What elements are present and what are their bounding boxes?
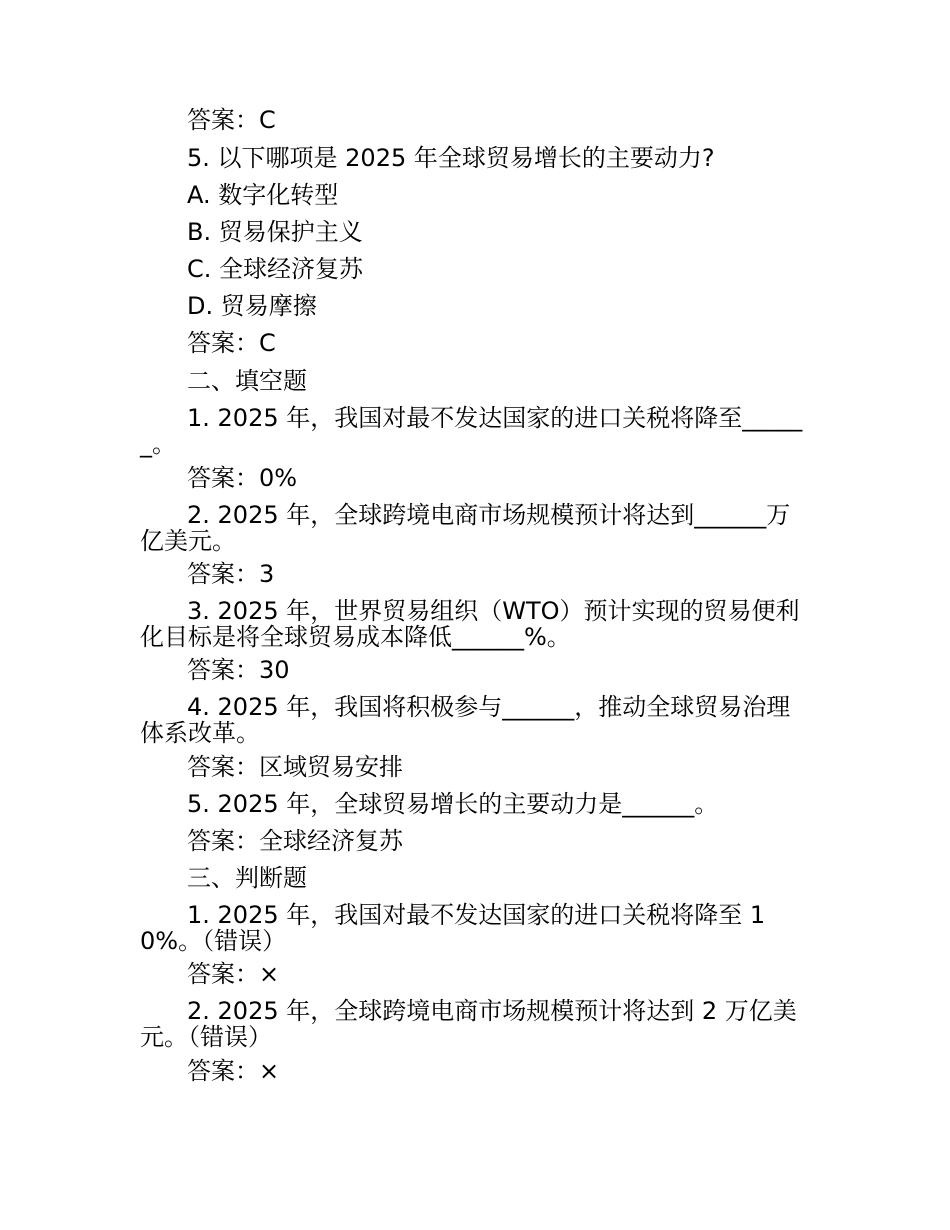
answer-line: 答案：× [187,960,280,988]
question-paragraph: 2. 2025 年，全球跨境电商市场规模预计将达到 2 万亿美元。（错误） [140,997,797,1051]
answer-line: 答案：C [187,106,276,134]
answer-line: 答案：0% [187,464,298,492]
question-line: 5. 以下哪项是 2025 年全球贸易增长的主要动力? [187,144,715,172]
question-paragraph: 1. 2025 年，我国对最不发达国家的进口关税将降至 10%。（错误） [140,901,766,955]
option-line: B. 贸易保护主义 [187,218,363,246]
answer-line: 答案：C [187,329,276,357]
question-paragraph: 4. 2025 年，我国将积极参与______，推动全球贸易治理体系改革。 [140,693,791,747]
question-line: 5. 2025 年，全球贸易增长的主要动力是______。 [187,790,719,818]
section-heading: 二、填空题 [187,367,307,395]
answer-line: 答案：3 [187,560,275,588]
option-line: D. 贸易摩擦 [187,292,317,320]
option-line: A. 数字化转型 [187,181,339,209]
question-paragraph: 2. 2025 年，全球跨境电商市场规模预计将达到______万亿美元。 [140,501,791,555]
section-heading: 三、判断题 [187,864,307,892]
option-line: C. 全球经济复苏 [187,255,364,283]
question-paragraph: 3. 2025 年，世界贸易组织（WTO）预计实现的贸易便利化目标是将全球贸易成本降低______%。 [140,597,800,651]
question-paragraph: 1. 2025 年，我国对最不发达国家的进口关税将降至______。 [140,404,803,458]
answer-line: 答案：全球经济复苏 [187,827,403,855]
answer-line: 答案：30 [187,656,290,684]
answer-line: 答案：× [187,1057,280,1085]
answer-line: 答案：区域贸易安排 [187,753,403,781]
